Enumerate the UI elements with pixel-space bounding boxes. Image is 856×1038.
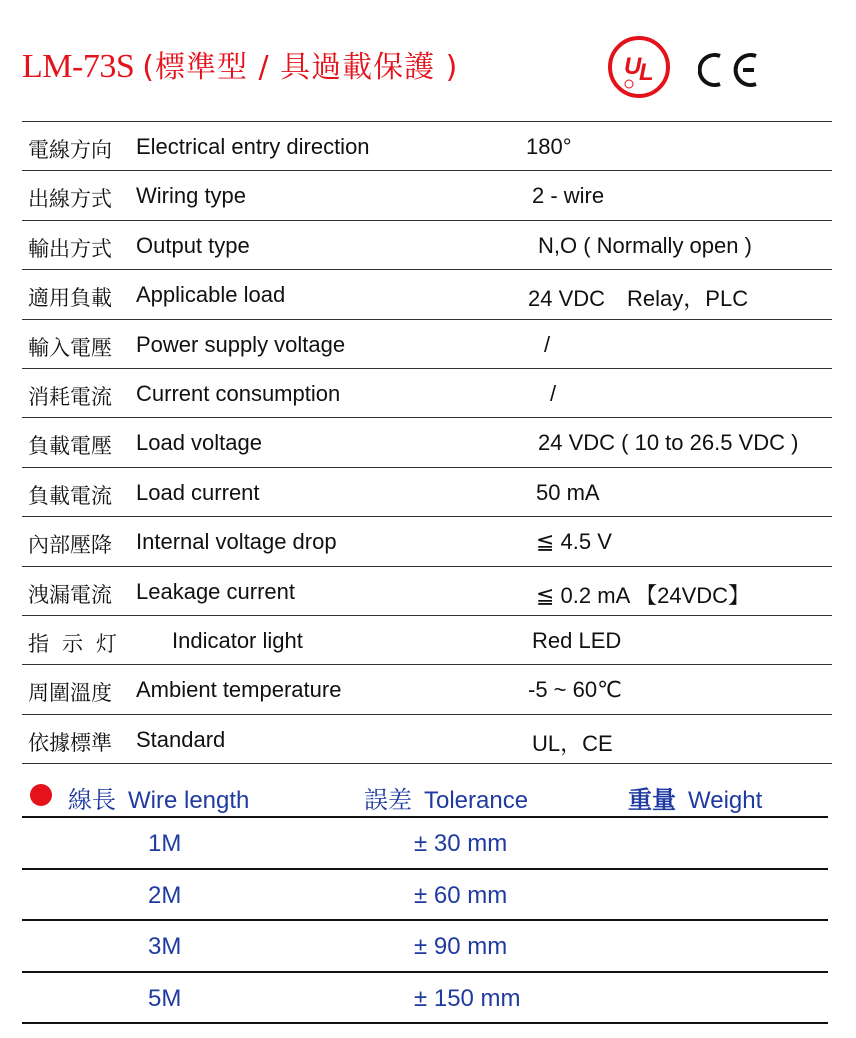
spec-label-zh: 負載電流 bbox=[28, 483, 112, 508]
page-title bbox=[22, 42, 458, 86]
svg-text:U: U bbox=[624, 53, 642, 80]
spec-value: N,O ( Normally open ) bbox=[538, 232, 752, 258]
spec-row-output-type bbox=[22, 221, 832, 270]
header-weight-zh: 重量 bbox=[628, 786, 676, 814]
spec-label-zh: 出線方式 bbox=[28, 187, 112, 212]
spec-row-load-voltage bbox=[22, 418, 832, 467]
spec-label-en: Ambient temperature bbox=[136, 677, 342, 703]
ul-certification-icon bbox=[607, 35, 671, 99]
spec-label-en: Wiring type bbox=[136, 183, 247, 209]
spec-value: / bbox=[550, 380, 557, 406]
table-row bbox=[22, 973, 828, 1025]
header-wire-length-zh: 線長 bbox=[68, 786, 116, 814]
spec-label-en: Leakage current bbox=[136, 578, 295, 604]
spec-label-en: Electrical entry direction bbox=[136, 134, 370, 159]
spec-row-wiring-type bbox=[22, 171, 832, 220]
spec-value: UL，CE bbox=[532, 730, 613, 756]
spec-label-zh: 消耗電流 bbox=[28, 384, 112, 409]
spec-label-en: Load voltage bbox=[136, 430, 262, 456]
header-weight-en: Weight bbox=[688, 787, 763, 814]
red-bullet-icon bbox=[30, 784, 52, 806]
spec-row-load-current bbox=[22, 468, 832, 517]
model-name: LM-73S bbox=[22, 48, 135, 85]
spec-row-entry-direction bbox=[22, 122, 832, 171]
wire-length-value: 5M bbox=[148, 984, 182, 1012]
spec-value: 180° bbox=[526, 134, 572, 159]
table-row bbox=[22, 818, 828, 870]
spec-value: Red LED bbox=[532, 627, 622, 653]
svg-text:L: L bbox=[639, 59, 654, 86]
spec-label-en: Applicable load bbox=[136, 282, 286, 308]
header-tolerance-en: Tolerance bbox=[424, 787, 529, 814]
spec-label-zh: 適用負載 bbox=[28, 286, 112, 311]
spec-value: ≦ 4.5 V bbox=[536, 529, 612, 555]
spec-table bbox=[22, 121, 832, 764]
spec-label-zh: 洩漏電流 bbox=[28, 582, 112, 607]
spec-label-en: Current consumption bbox=[136, 380, 341, 406]
spec-label-zh: 周圍溫度 bbox=[28, 681, 112, 706]
spec-row-standard bbox=[22, 715, 832, 764]
spec-row-ambient-temperature bbox=[22, 665, 832, 714]
header bbox=[22, 28, 842, 100]
spec-label-en: Power supply voltage bbox=[136, 331, 346, 357]
spec-value: / bbox=[544, 331, 551, 357]
spec-label-zh: 依據標準 bbox=[28, 730, 112, 755]
spec-row-current-consumption bbox=[22, 369, 832, 418]
wire-length-value: 2M bbox=[148, 881, 182, 909]
tolerance-value: ± 60 mm bbox=[414, 881, 508, 909]
table-row bbox=[22, 921, 828, 973]
spec-row-applicable-load bbox=[22, 270, 832, 319]
spec-value: 2 - wire bbox=[532, 183, 605, 209]
wire-length-value: 3M bbox=[148, 933, 182, 960]
wire-table-header bbox=[22, 776, 832, 816]
spec-label-en: Output type bbox=[136, 232, 250, 258]
wire-length-value: 1M bbox=[148, 830, 182, 857]
spec-row-power-supply-voltage bbox=[22, 320, 832, 369]
header-weight bbox=[628, 780, 762, 815]
spec-label-zh: 負載電壓 bbox=[28, 434, 112, 459]
spec-row-internal-voltage-drop bbox=[22, 517, 832, 566]
spec-label-en: Internal voltage drop bbox=[136, 529, 337, 555]
spec-label-zh: 輸出方式 bbox=[28, 236, 112, 261]
tolerance-value: ± 30 mm bbox=[414, 830, 508, 857]
spec-value: 24 VDC Relay，PLC bbox=[528, 286, 749, 312]
header-tolerance bbox=[364, 780, 528, 815]
spec-label-en: Indicator light bbox=[172, 627, 303, 653]
spec-value: 24 VDC ( 10 to 26.5 VDC ) bbox=[538, 430, 799, 456]
model-subtitle: (標準型 / 具過載保護 ) bbox=[142, 50, 459, 85]
spec-row-indicator-light bbox=[22, 616, 832, 665]
tolerance-value: ± 90 mm bbox=[414, 933, 508, 960]
spec-value: 50 mA bbox=[536, 479, 600, 505]
ce-mark-icon bbox=[698, 50, 784, 90]
spec-row-leakage-current bbox=[22, 567, 832, 616]
header-tolerance-zh: 誤差 bbox=[364, 786, 412, 814]
spec-label-zh: 電線方向 bbox=[28, 138, 112, 162]
spec-label-zh: 指示灯 bbox=[28, 631, 130, 656]
spec-label-zh: 內部壓降 bbox=[28, 533, 112, 558]
wire-table bbox=[22, 816, 828, 1024]
spec-label-en: Load current bbox=[136, 479, 260, 505]
spec-value: -5 ~ 60℃ bbox=[528, 677, 622, 703]
table-row bbox=[22, 870, 828, 922]
header-wire-length bbox=[68, 780, 249, 815]
tolerance-value: ± 150 mm bbox=[414, 984, 521, 1012]
spec-label-en: Standard bbox=[136, 726, 226, 752]
spec-value: ≦ 0.2 mA 【24VDC】 bbox=[536, 582, 751, 608]
header-wire-length-en: Wire length bbox=[128, 787, 250, 814]
spec-label-zh: 輸入電壓 bbox=[28, 335, 112, 360]
